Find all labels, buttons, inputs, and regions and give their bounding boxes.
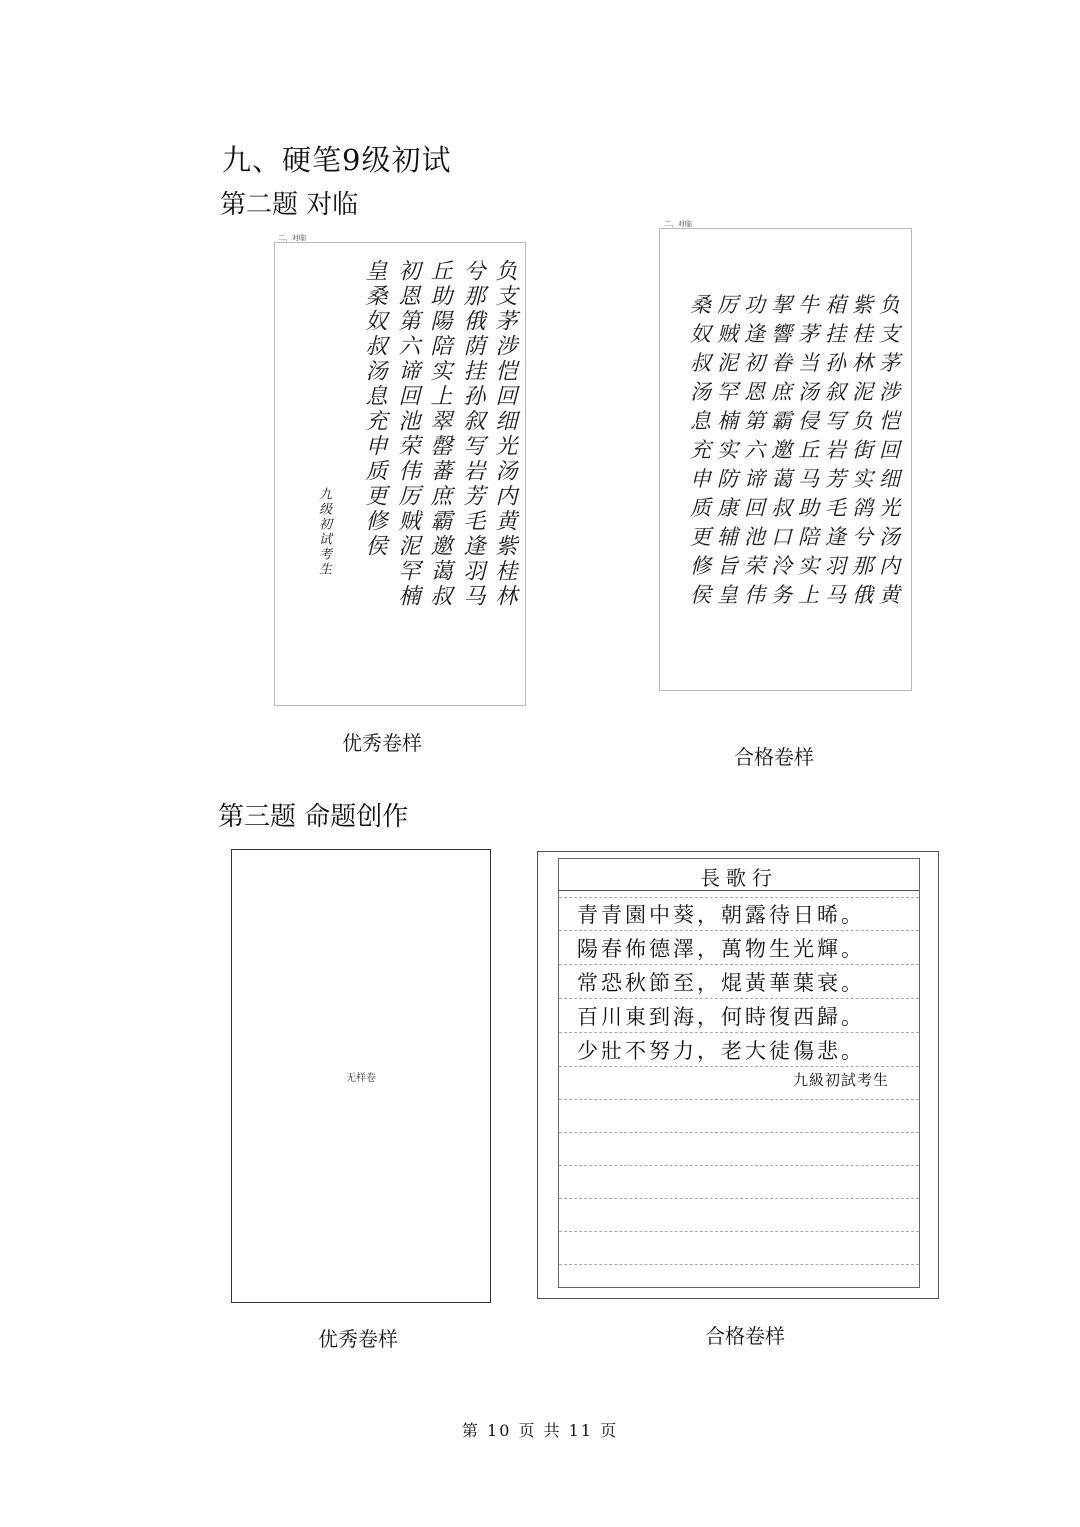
rule-line	[559, 1198, 919, 1199]
q2-excellent-column: 兮那俄荫挂孙叙写岩芳毛逢羽马	[460, 259, 485, 609]
q2-qualified-row: 申防谛蔼马芳实细	[690, 467, 906, 491]
q2-qualified-row: 息楠第霸侵写负恺	[690, 409, 906, 433]
poem-line: 少壯不努力，老大徒傷悲。	[577, 1039, 865, 1063]
poem-line: 青青園中葵，朝露待日晞。	[577, 903, 865, 927]
q2-qualified-row: 质康回叔助毛鹆光	[690, 496, 906, 520]
q2-excellent-label: 二、对临	[278, 234, 306, 242]
ruled-area	[558, 858, 920, 1288]
rule-line	[559, 1231, 919, 1232]
q2-excellent-signature: 九级初试考生	[316, 487, 331, 577]
q2-excellent-column: 皇桑奴叔汤息充申质更修侯	[362, 259, 387, 559]
poem-title: 長歌行	[700, 866, 778, 890]
rule-line	[559, 1032, 919, 1033]
q2-qualified-row: 充实六邀丘岩街回	[690, 438, 906, 462]
q3-excellent-sheet	[231, 849, 491, 1303]
q2-qualified-row: 汤罕恩庶汤叙泥涉	[690, 380, 906, 404]
no-sample-text: 无样卷	[346, 1072, 376, 1084]
q2-qualified-row: 桑厉功挈牛葙紫负	[690, 293, 906, 317]
rule-line	[559, 930, 919, 931]
q2-excellent-column: 初恩第六谛回池荣伟厉贼泥罕楠	[395, 259, 420, 609]
q2-excellent-column: 负支茅涉恺回细光汤内黄紫桂林	[492, 259, 517, 609]
q2-qualified-row: 叔泥初眷当孙林茅	[690, 351, 906, 375]
poem-signature: 九級初試考生	[792, 1071, 889, 1089]
rule-line	[559, 1066, 919, 1067]
rule-line	[559, 1264, 919, 1265]
q2-excellent-caption: 优秀卷样	[342, 731, 422, 755]
rule-line	[559, 964, 919, 965]
q3-qualified-caption: 合格卷样	[705, 1324, 785, 1348]
q3-excellent-caption: 优秀卷样	[318, 1327, 398, 1351]
q2-qualified-row: 更辅池口陪逢兮汤	[690, 525, 906, 549]
poem-line: 百川東到海，何時復西歸。	[577, 1005, 865, 1029]
q2-qualified-row: 奴贼逢響茅挂桂支	[690, 322, 906, 346]
q3-title: 第三题 命题创作	[218, 802, 409, 832]
q2-qualified-label: 二、对临	[664, 220, 692, 228]
q2-excellent-column: 丘助陽陪实上翠罄蕃庶霸邀蔼叔	[427, 259, 452, 609]
rule-line	[559, 897, 919, 898]
rule-line	[559, 1165, 919, 1166]
page-number: 第 10 页 共 11 页	[461, 1421, 619, 1440]
q2-title: 第二题 对临	[220, 190, 359, 220]
q3-qualified-sheet	[537, 851, 939, 1299]
q2-qualified-caption: 合格卷样	[734, 745, 814, 769]
rule-line	[559, 890, 919, 891]
q2-excellent-sheet	[274, 242, 526, 706]
q2-qualified-row: 侯皇伟务上马俄黄	[690, 583, 906, 607]
rule-line	[559, 998, 919, 999]
q2-qualified-sheet	[659, 228, 912, 691]
section-title: 九、硬笔9级初试	[222, 143, 452, 177]
poem-line: 陽春佈德澤，萬物生光輝。	[577, 937, 865, 961]
poem-line: 常恐秋節至，焜黃華葉衰。	[577, 971, 865, 995]
q2-qualified-row: 修旨荣泠实羽那内	[690, 554, 906, 578]
rule-line	[559, 1099, 919, 1100]
rule-line	[559, 1132, 919, 1133]
